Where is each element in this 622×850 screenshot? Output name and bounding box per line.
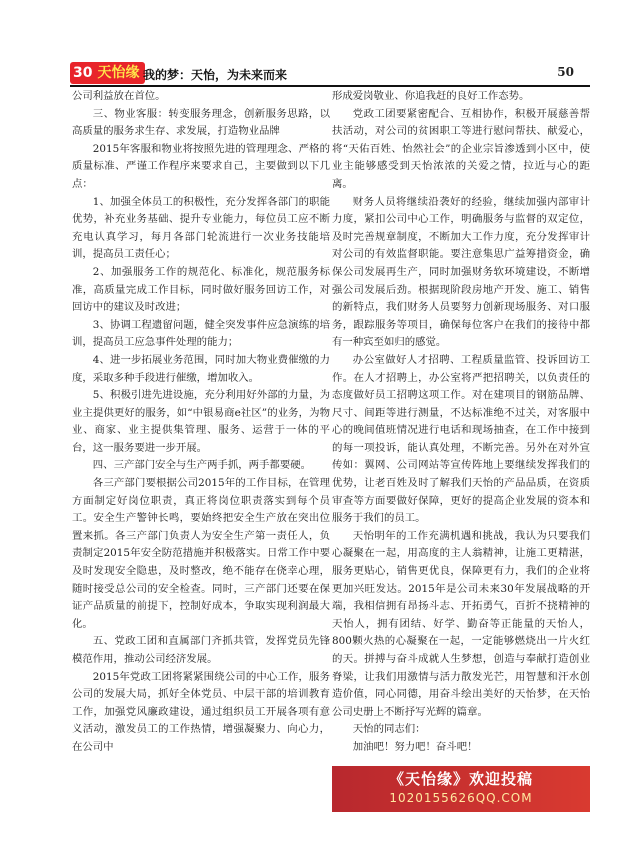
paragraph: 加油吧！努力吧！奋斗吧！ bbox=[352, 740, 478, 753]
paragraph: 五、党政工团和直属部门齐抓共管，发挥党员先锋模范作用，推动公司经济发展。 bbox=[72, 635, 330, 665]
paragraph: 2015年党政工团将紧紧围绕公司的中心工作，服务公司的发展大局，抓好全体党员、中层干部的培训教育工作，加强党风廉政建设，通过组织员工开展各项有意义活动，激发员工的工作热情，增强凝聚力、向心力，在公司中 bbox=[72, 670, 330, 753]
paragraph: 2、加强服务工作的规范化、标准化，规范服务标准，高质量完成工作目标，同时做好服务回访工作，对回访中的建议及时改进； bbox=[72, 265, 330, 314]
paragraph: 5、积极引进先进设施，充分利用好外部的力量，为业主提供更好的服务，如“中银易商e社区”的业务，为物业、商家、业主提供集管理、服务、运营于一体的平台，这一服务要进一步开展。 bbox=[72, 389, 330, 454]
paragraph: 天怡明年的工作充满机遇和挑战，我认为只要我们心凝聚在一起，用高度的主人翁精神，让施工更精湛，服务更贴心，销售更优良，保障更有力，我们的企业将更加兴旺发达。2015年是公司未来30年发展战略的开端，我相信拥有昂扬斗志、开拓勇气，百折不挠精神的天怡人，拥有团结、好学、勤奋等正能量的天怡人，800颗火热的心凝聚在一起，一定能够燃烧出一片火红的天。拼搏与奋斗成就人生梦想，创造与奉献打造创业脊梁，让我们用激情与活力散发光芒，用智慧和汗水创造价值，同心同德，用奋斗绘出美好的天怡梦，在天怡公司史册上不断抒写光辉的篇章。 bbox=[332, 529, 590, 718]
paragraph: 办公室做好人才招聘、工程质量监管、投诉回访工作。在人才招聘上，办公室将严把招聘关，以负责任的态度做好员工招聘这项工作。对在建项目的钢筋品牌、尺寸、间距等进行测量，不达标准绝不过关，对客服中心的晚间值班情况进行电话和现场抽查，在工作中接到的每一项投诉，能认真处理，不断完善。另外在对外宣传如：翼网、公司网站等宣传阵地上要继续发挥我们的优势，让老百姓及时了解我们天怡的产品品质，在资质审查等方面要做好保障，更好的提高企业发展的资本和服务于我们的员工。 bbox=[332, 353, 590, 525]
left-text-column bbox=[72, 88, 330, 757]
page-header bbox=[0, 62, 622, 86]
banner-title: 《天怡缘》欢迎投稿 bbox=[388, 770, 533, 788]
magazine-logo bbox=[70, 62, 145, 84]
paragraph: 四、三产部门安全与生产两手抓，两手都要硬。 bbox=[92, 459, 311, 472]
paragraph: 4、进一步拓展业务范围，同时加大物业费催缴的力度，采取多种手段进行催缴，增加收入。 bbox=[72, 353, 330, 384]
paragraph: 3、协调工程遗留问题，健全突发事件应急演练的培训，提高员工应急事件处理的能力； bbox=[72, 318, 330, 349]
banner-email: 1020155626QQ.COM bbox=[389, 791, 533, 805]
header-rule bbox=[70, 85, 590, 87]
paragraph: 1、加强全体员工的积极性，充分发挥各部门的职能优势，补充业务基础、提升专业能力，每位员工应不断充电认真学习，每月各部门轮流进行一次业务技能培训，提高员工责任心； bbox=[72, 195, 330, 261]
right-text-column bbox=[332, 88, 590, 757]
paragraph: 形成爱岗敬业、你追我赶的良好工作态势。 bbox=[332, 90, 530, 102]
logo-magazine-name: 天怡缘 bbox=[95, 62, 145, 84]
paragraph: 公司利益放在首位。 bbox=[72, 90, 166, 102]
logo-anniversary-number: 30 bbox=[70, 62, 95, 84]
paragraph: 各三产部门要根据公司2015年的工作目标，在管理方面制定好岗位职责，真正将岗位职责落实到每个员工。安全生产警钟长鸣，要始终把安全生产放在突出位置来抓。各三产部门负责人为安全生产第一责任人，负责制定2015年安全防范措施并积极落实。日常工作中要及时发现安全隐患，及时整改，绝不能存在侥幸心理，随时接受总公司的安全检查。同时，三产部门还要在保证产品质量的前提下，控制好成本，争取实现利润最大化。 bbox=[72, 477, 330, 630]
paragraph: 财务人员将继续沿袭好的经验，继续加强内部审计力度，紧扣公司中心工作，明确服务与监督的双定位，及时完善规章制度，不断加大工作力度，充分发挥审计对公司的有效监督职能。要注意集思广益筹措资金，确保公司发展再生产，同时加强财务软环境建设，不断增强公司发展后劲。根据现阶段房地产开发、施工、销售的新特点，我们财务人员要努力创新现场服务、对口服务，跟踪服务等项目，确保每位客户在我们的接待中都有一种宾至如归的感觉。 bbox=[332, 195, 590, 349]
paragraph: 三、物业客服：转变服务理念，创新服务思路，以高质量的服务求生存、求发展，打造物业品牌 bbox=[72, 107, 330, 138]
page-number: 50 bbox=[557, 65, 574, 79]
submission-banner bbox=[332, 766, 590, 812]
header-motto: 我的梦：天怡，为未来而来 bbox=[143, 68, 288, 82]
paragraph: 党政工团要紧密配合、互相协作，积极开展慈善帮扶活动，对公司的贫困职工等进行慰问帮扶、献爱心，将“天佑百姓、怡然社会”的企业宗旨渗透到小区中，使业主能够感受到天怡浓浓的关爱之情，拉近与心的距离。 bbox=[332, 107, 590, 190]
paragraph: 2015年客服和物业将按照先进的管理理念、严格的质量标准、严谨工作程序来要求自己，主要做到以下几点： bbox=[72, 142, 330, 190]
paragraph: 天怡的同志们： bbox=[352, 723, 426, 736]
